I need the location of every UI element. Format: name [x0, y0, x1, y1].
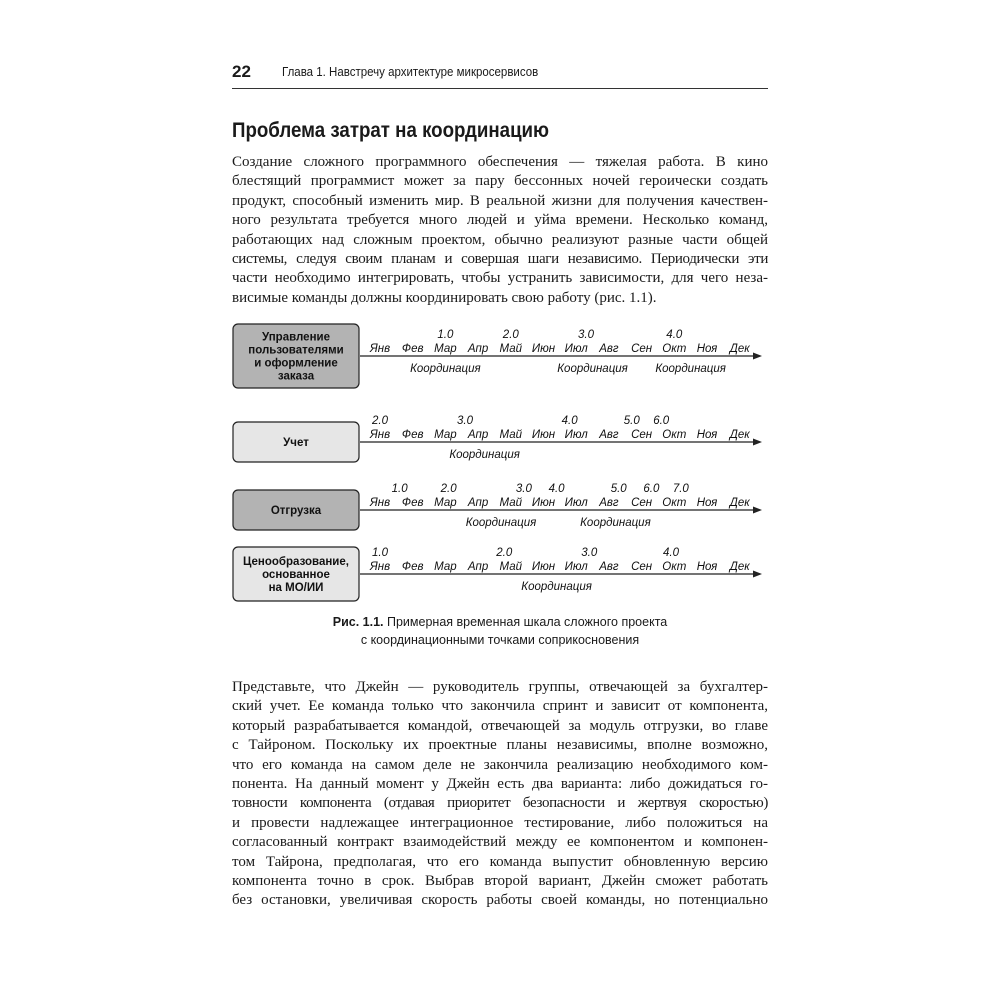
team-name: Учет	[283, 437, 309, 449]
paragraph-1	[232, 153, 768, 308]
release-label: 1.0	[437, 329, 454, 341]
timeline-figure	[232, 322, 768, 602]
team-name: и оформление	[254, 357, 338, 370]
month-label: Окт	[662, 497, 687, 509]
release-label: 6.0	[643, 483, 660, 495]
month-label: Окт	[662, 429, 687, 441]
text-line: согласованный контракт взаимодействий между ее компонентом и компонен-	[232, 834, 768, 851]
month-label: Мар	[434, 497, 457, 509]
month-label: Янв	[369, 497, 391, 509]
month-label: Мар	[434, 561, 457, 573]
month-label: Сен	[631, 561, 653, 573]
month-label: Ноя	[696, 497, 718, 509]
month-label: Июл	[564, 429, 588, 441]
text-line: ский учет. Ее команда только что закончила спринт и зависит от компонента,	[232, 698, 768, 715]
release-label: 7.0	[672, 483, 689, 495]
month-label: Авг	[599, 497, 619, 509]
coordination-label: Координация	[580, 517, 651, 529]
text-line: работающих над сложным проектом, обычно реализуют разные части общей	[232, 231, 768, 248]
month-label: Июн	[531, 561, 556, 573]
month-label: Июл	[564, 561, 588, 573]
month-label: Май	[499, 561, 523, 573]
coordination-label: Координация	[557, 363, 628, 375]
month-label: Дек	[729, 429, 750, 441]
text-line: Представьте, что Джейн — руководитель группы, отвечающей за бухгалтер-	[232, 679, 768, 695]
team-name: основанное	[262, 569, 330, 581]
release-label: 2.0	[372, 415, 388, 427]
coordination-label: Координация	[655, 363, 726, 375]
text-line: без остановки, увеличивая скорость работы своей команды, но потенциально	[232, 892, 768, 909]
text-line: компонента точно в срок. Выбрав второй вариант, Джейн сможет работать	[232, 872, 768, 889]
text-line: ного результата требуется много людей и уйма времени. Несколько команд,	[232, 212, 768, 229]
month-label: Май	[499, 497, 523, 509]
paragraph-2	[232, 678, 768, 911]
coordination-label: Координация	[521, 581, 592, 593]
month-label: Май	[499, 343, 523, 355]
text-line: что его команда на самом деле не закончила реализацию необходимого ком-	[232, 756, 768, 773]
timeline-diagram	[232, 322, 768, 602]
month-label: Апр	[467, 561, 489, 573]
release-label: 4.0	[548, 483, 565, 495]
team-name: пользователями	[248, 344, 344, 357]
month-label: Сен	[631, 429, 653, 441]
month-label: Дек	[729, 561, 750, 573]
month-label: Авг	[599, 343, 619, 355]
coordination-label: Координация	[449, 449, 520, 461]
text-line: понента. На данный момент у Джейн есть два варианта: либо дожидаться го-	[232, 775, 768, 792]
month-label: Июл	[564, 497, 588, 509]
text-line: части необходимо интегрировать, чтобы устранить зависимости, для чего неза-	[232, 270, 768, 287]
month-label: Янв	[369, 429, 391, 441]
month-label: Сен	[631, 343, 653, 355]
month-label: Фев	[401, 343, 424, 355]
month-label: Янв	[369, 343, 391, 355]
coordination-label: Координация	[465, 517, 537, 529]
month-label: Апр	[467, 343, 489, 355]
text-line: блестящий программист может за пару бессонных ночей героически создать	[232, 173, 768, 190]
release-label: 3.0	[457, 415, 474, 427]
page-header	[232, 62, 768, 89]
month-label: Авг	[599, 561, 619, 573]
text-line: висимые команды должны координировать свою работу (рис. 1.1).	[232, 289, 657, 306]
release-label: 5.0	[610, 483, 627, 495]
release-label: 4.0	[666, 329, 683, 341]
month-label: Окт	[662, 561, 687, 573]
team-name: Управление	[262, 331, 330, 344]
month-label: Окт	[662, 343, 687, 355]
release-label: 3.0	[581, 547, 598, 559]
release-label: 2.0	[502, 329, 519, 341]
text-line: товности компонента (отдавая приоритет безопасности и жертвуя скоростью)	[232, 795, 768, 812]
release-label: 2.0	[440, 483, 457, 495]
text-line: который разрабатывается командой, отвечающей за модуль отгрузки, во главе	[232, 717, 768, 734]
team-name: Отгрузка	[270, 505, 322, 517]
text-line: с Тайроном. Поскольку их проектные планы независимы, вполне возможно,	[232, 737, 768, 754]
month-label: Апр	[467, 429, 489, 441]
text-line: том Тайрона, предполагая, что его команда выпустит обновленную версию	[232, 853, 768, 870]
month-label: Июн	[531, 429, 556, 441]
release-label: 4.0	[561, 415, 578, 427]
running-title: Глава 1. Навстречу архитектуре микросервисов	[282, 65, 539, 79]
month-label: Фев	[401, 497, 424, 509]
month-label: Дек	[729, 497, 750, 509]
page-number: 22	[232, 62, 251, 81]
month-label: Июл	[564, 343, 588, 355]
text-line: системы, следуя своим планам и совершая шаги независимо. Периодически эти	[232, 250, 768, 267]
team-name: Ценообразование,	[243, 556, 349, 568]
month-label: Авг	[599, 429, 619, 441]
text-line: и провести надлежащее интеграционное тестирование, либо положиться на	[232, 814, 768, 831]
axis-arrowhead	[753, 439, 762, 446]
release-label: 4.0	[663, 547, 680, 559]
month-label: Ноя	[696, 343, 718, 355]
month-label: Ноя	[696, 429, 718, 441]
month-label: Янв	[369, 561, 391, 573]
release-label: 5.0	[623, 415, 640, 427]
release-label: 3.0	[578, 329, 595, 341]
month-label: Апр	[467, 497, 489, 509]
caption-line-2: с координационными точками соприкосновения	[360, 633, 640, 647]
release-label: 6.0	[653, 415, 670, 427]
month-label: Май	[499, 429, 523, 441]
text-line: Создание сложного программного обеспечения — тяжелая работа. В кино	[232, 154, 768, 170]
section-heading: Проблема затрат на координацию	[232, 118, 550, 142]
axis-arrowhead	[753, 507, 762, 514]
month-label: Июн	[531, 497, 556, 509]
release-label: 3.0	[515, 483, 532, 495]
release-label: 2.0	[496, 547, 513, 559]
month-label: Фев	[401, 561, 424, 573]
coordination-label: Координация	[410, 363, 481, 375]
team-name: заказа	[277, 370, 315, 383]
caption-line-1: Примерная временная шкала сложного проекта	[387, 615, 668, 629]
month-label: Мар	[434, 343, 457, 355]
month-label: Дек	[729, 343, 750, 355]
month-label: Фев	[401, 429, 424, 441]
month-label: Сен	[631, 497, 653, 509]
month-label: Мар	[434, 429, 457, 441]
release-label: 1.0	[372, 547, 388, 559]
month-label: Июн	[531, 343, 556, 355]
caption-label: Рис. 1.1.	[332, 615, 384, 629]
text-line: продукт, способный изменить мир. В реальной жизни для получения качествен-	[232, 192, 768, 209]
month-label: Ноя	[696, 561, 718, 573]
axis-arrowhead	[753, 353, 762, 360]
axis-arrowhead	[753, 571, 762, 578]
release-label: 1.0	[391, 483, 408, 495]
figure-caption	[232, 613, 768, 649]
team-name: на МО/ИИ	[268, 582, 324, 594]
